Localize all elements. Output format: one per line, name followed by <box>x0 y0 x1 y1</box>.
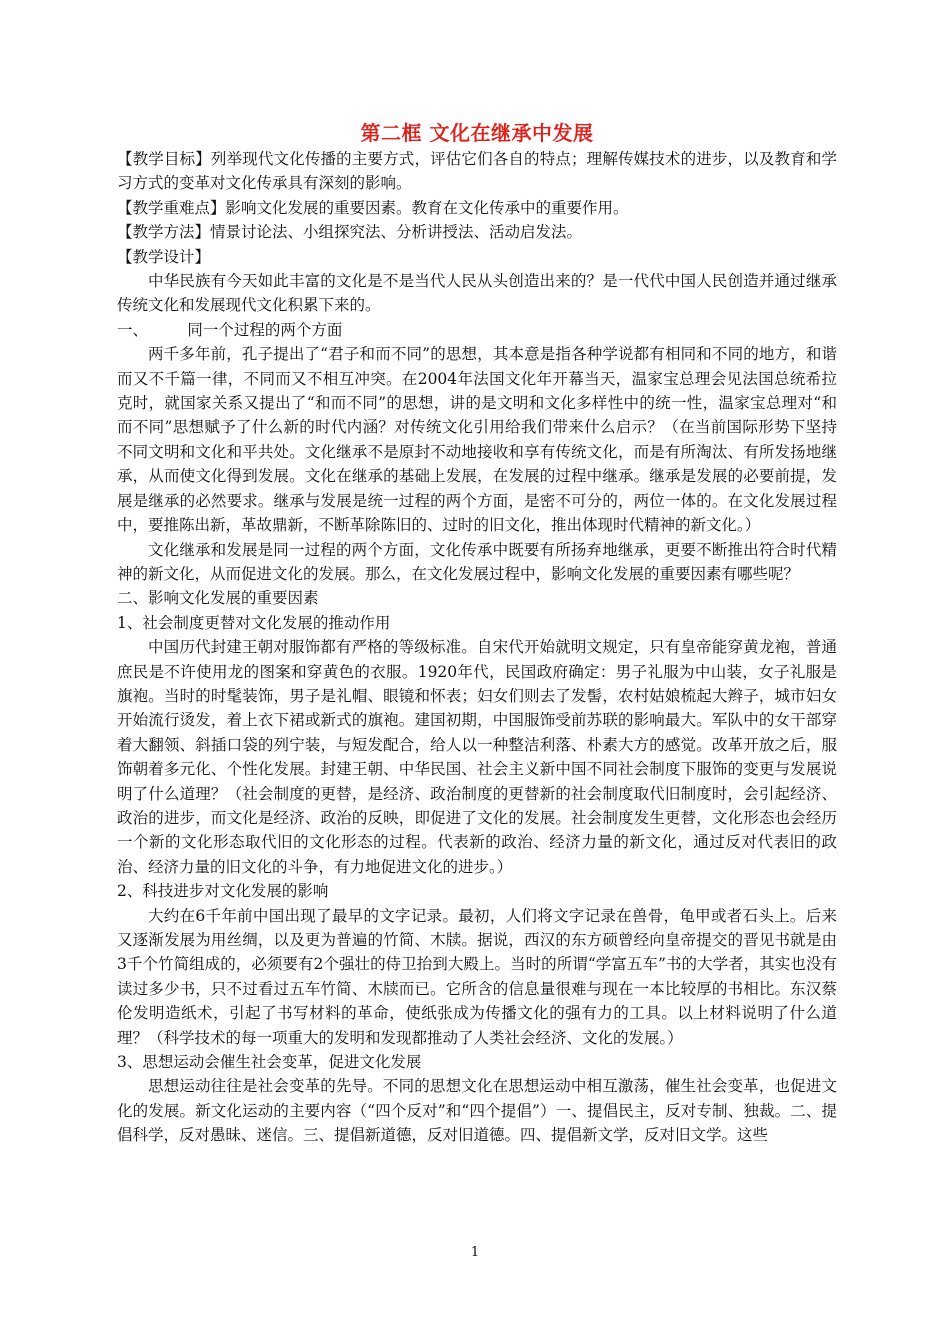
document-body <box>117 119 837 1148</box>
paragraph-teaching-design: 【教学设计】 <box>117 247 211 266</box>
paragraph-writing-history: 大约在6千年前中国出现了最早的文字记录。最初，人们将文字记录在兽骨，龟甲或者石头上。后来又逐渐发展为用丝绸，以及更为普遍的竹简、木牍。据说，西汉的东方硕曾经向皇帝提交的晋见书就是由3千个竹简组成的，必须要有2个强壮的侍卫抬到大殿上。当时的所谓“学富五车”书的大学者，其实也没有读过多少书，只不过看过五车竹简、木牍而已。它所含的信息量很难与现在一本比较厚的书相比。东汉蔡伦发明造纸术，引起了书写材料的革命，使纸张成为传播文化的强有力的工具。以上材料说明了什么道理？（科学技术的每一项重大的发明和发现都推动了人类社会经济、文化的发展。） <box>117 906 837 1047</box>
section-heading-two: 二、影响文化发展的重要因素 <box>117 589 319 608</box>
paragraph-key-points: 【教学重难点】影响文化发展的重要因素。教育在文化传承中的重要作用。 <box>117 198 629 217</box>
subheading-technology: 2、科技进步对文化发展的影响 <box>117 882 329 901</box>
paragraph-harmony: 两千多年前，孔子提出了“君子和而不同”的思想，其本意是指各种学说都有相同和不同的地方，和谐而又不千篇一律，不同而又不相互冲突。在2004年法国文化年开幕当天，温家宝总理会见法国总统希拉克时，就国家关系又提出了“和而不同”的思想，讲的是文明和文化多样性中的统一性，温家宝总理对“和而不同”思想赋予了什么新的时代内涵？对传统文化引用给我们带来什么启示？（在当前国际形势下坚持不同文明和文化和平共处。文化继承不是原封不动地接收和享有传统文化，而是有所淘汰、有所发扬地继承，从而使文化得到发展。文化在继承的基础上发展，在发展的过程中继承。继承是发展的必要前提，发展是继承的必然要求。继承与发展是统一过程的两个方面，是密不可分的，两位一体的。在文化发展过程中，要推陈出新，革故鼎新，不断革除陈旧的、过时的旧文化，推出体现时代精神的新文化。） <box>117 345 837 535</box>
paragraph-teaching-goals: 【教学目标】列举现代文化传播的主要方式，评估它们各自的特点；理解传媒技术的进步，以及教育和学习方式的变革对文化传承具有深刻的影响。 <box>117 150 837 193</box>
subheading-thought-movement: 3、思想运动会催生社会变革，促进文化发展 <box>117 1053 422 1072</box>
paragraph-teaching-methods: 【教学方法】情景讨论法、小组探究法、分析讲授法、活动启发法。 <box>117 223 583 242</box>
paragraph-intro: 中华民族有今天如此丰富的文化是不是当代人民从头创造出来的？是一代代中国人民创造并通过继承传统文化和发展现代文化积累下来的。 <box>117 272 837 315</box>
paragraph-clothing: 中国历代封建王朝对服饰都有严格的等级标准。自宋代开始就明文规定，只有皇帝能穿黄龙袍，普通庶民是不许使用龙的图案和穿黄色的衣服。1920年代，民国政府确定：男子礼服为中山装，女子礼服是旗袍。当时的时髦装饰，男子是礼帽、眼镜和怀表；妇女们则去了发髻，农村姑娘梳起大辫子，城市妇女开始流行烫发，着上衣下裙或新式的旗袍。建国初期，中国服饰受前苏联的影响最大。军队中的女干部穿着大翻领、斜插口袋的列宁装，与短发配合，给人以一种整洁利落、朴素大方的感觉。改革开放之后，服饰朝着多元化、个性化发展。封建王朝、中华民国、社会主义新中国不同社会制度下服饰的变更与发展说明了什么道理？（社会制度的更替，是经济、政治制度的更替新的社会制度取代旧制度时，会引起经济、政治的进步，而文化是经济、政治的反映，即促进了文化的发展。社会制度发生更替，文化形态也会经历一个新的文化形态取代旧的文化形态的过程。代表新的政治、经济力量的新文化，通过反对代表旧的政治、经济力量的旧文化的斗争，有力地促进文化的进步。） <box>117 638 837 876</box>
page-number: 1 <box>470 1245 480 1260</box>
paragraph-inheritance: 文化继承和发展是同一过程的两个方面，文化传承中既要有所扬弃地继承，更要不断推出符合时代精神的新文化，从而促进文化的发展。那么，在文化发展过程中，影响文化发展的重要因素有哪些呢？ <box>117 540 837 583</box>
subheading-social-system: 1、社会制度更替对文化发展的推动作用 <box>117 613 391 632</box>
paragraph-new-culture: 思想运动往往是社会变革的先导。不同的思想文化在思想运动中相互激荡，催生社会变革，也促进文化的发展。新文化运动的主要内容（“四个反对”和“四个提倡”）一、提倡民主，反对专制、独裁。二、提倡科学，反对愚昧、迷信。三、提倡新道德，反对旧道德。四、提倡新文学，反对旧文学。这些 <box>117 1077 837 1145</box>
page-title: 第二框 文化在继承中发展 <box>360 121 594 145</box>
section-heading-one: 一、 同一个过程的两个方面 <box>117 320 343 339</box>
